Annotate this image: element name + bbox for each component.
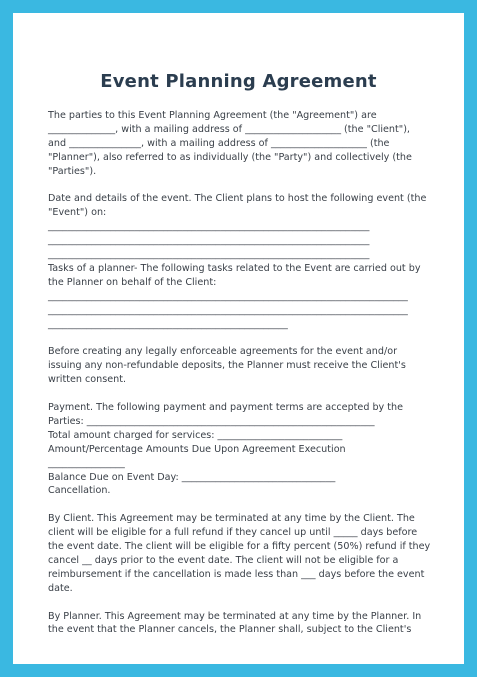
- document-line: Cancellation.: [48, 485, 111, 497]
- document-title: Event Planning Agreement: [100, 71, 377, 92]
- document-line: ___________________________________________________________________: [48, 221, 370, 233]
- document-line: ___________________________________________________________________: [48, 249, 370, 261]
- document-line: ______________, with a mailing address of ____________________ (the "Client"),: [48, 123, 410, 135]
- document-line: "Parties").: [48, 165, 97, 177]
- document-line: Balance Due on Event Day: ________________________________: [48, 471, 336, 483]
- document-line: Payment. The following payment and payment terms are accepted by the: [48, 401, 404, 413]
- document-line: Total amount charged for services: __________________________: [48, 429, 343, 441]
- document-line: ___________________________________________________________________________: [48, 290, 408, 302]
- document-line: ___________________________________________________________________________: [48, 304, 408, 316]
- document-line: Parties: ____________________________________________________________: [48, 415, 375, 427]
- document-page: [13, 13, 464, 664]
- document-line: __________________________________________________: [48, 318, 288, 330]
- document-line: written consent.: [48, 374, 127, 386]
- document-line: reimbursement if the cancellation is made less than ___ days before the event: [48, 568, 425, 580]
- document-line: Before creating any legally enforceable agreements for the event and/or: [48, 346, 398, 358]
- document-line: Tasks of a planner- The following tasks related to the Event are carried out by: [48, 262, 421, 274]
- document-line: client will be eligible for a full refund if they cancel up until _____ days before: [48, 527, 418, 539]
- paragraph-gap: [48, 596, 433, 610]
- document-line: "Planner"), also referred to as individually (the "Party") and collectively (the: [48, 151, 412, 163]
- document-line: date.: [48, 582, 73, 594]
- document-line: "Event") on:: [48, 207, 107, 219]
- document-line: issuing any non-refundable deposits, the Planner must receive the Client's: [48, 360, 406, 372]
- paragraph-gap: [48, 498, 433, 512]
- document-line: The parties to this Event Planning Agreement (the "Agreement") are: [48, 110, 377, 121]
- paragraph-gap: [48, 387, 433, 401]
- document-body: [48, 109, 433, 637]
- document-line: Amount/Percentage Amounts Due Upon Agreement Execution: [48, 443, 346, 455]
- document-line: By Client. This Agreement may be terminated at any time by the Client. The: [48, 513, 415, 525]
- paragraph-gap: [48, 331, 433, 345]
- document-line: By Planner. This Agreement may be terminated at any time by the Planner. In: [48, 610, 422, 622]
- paragraph-gap: [48, 179, 433, 193]
- document-line: and _______________, with a mailing address of ____________________ (the: [48, 137, 390, 149]
- document-line: Date and details of the event. The Client plans to host the following event (the: [48, 193, 427, 205]
- document-line: ________________: [48, 457, 125, 469]
- document-line: the event that the Planner cancels, the Planner shall, subject to the Client's: [48, 624, 412, 636]
- document-line: the event date. The client will be eligible for a fifty percent (50%) refund if they: [48, 541, 431, 553]
- document-line: the Planner on behalf of the Client:: [48, 276, 217, 288]
- document-line: ___________________________________________________________________: [48, 235, 370, 247]
- document-line: cancel __ days prior to the event date. The client will not be eligible for a: [48, 554, 399, 566]
